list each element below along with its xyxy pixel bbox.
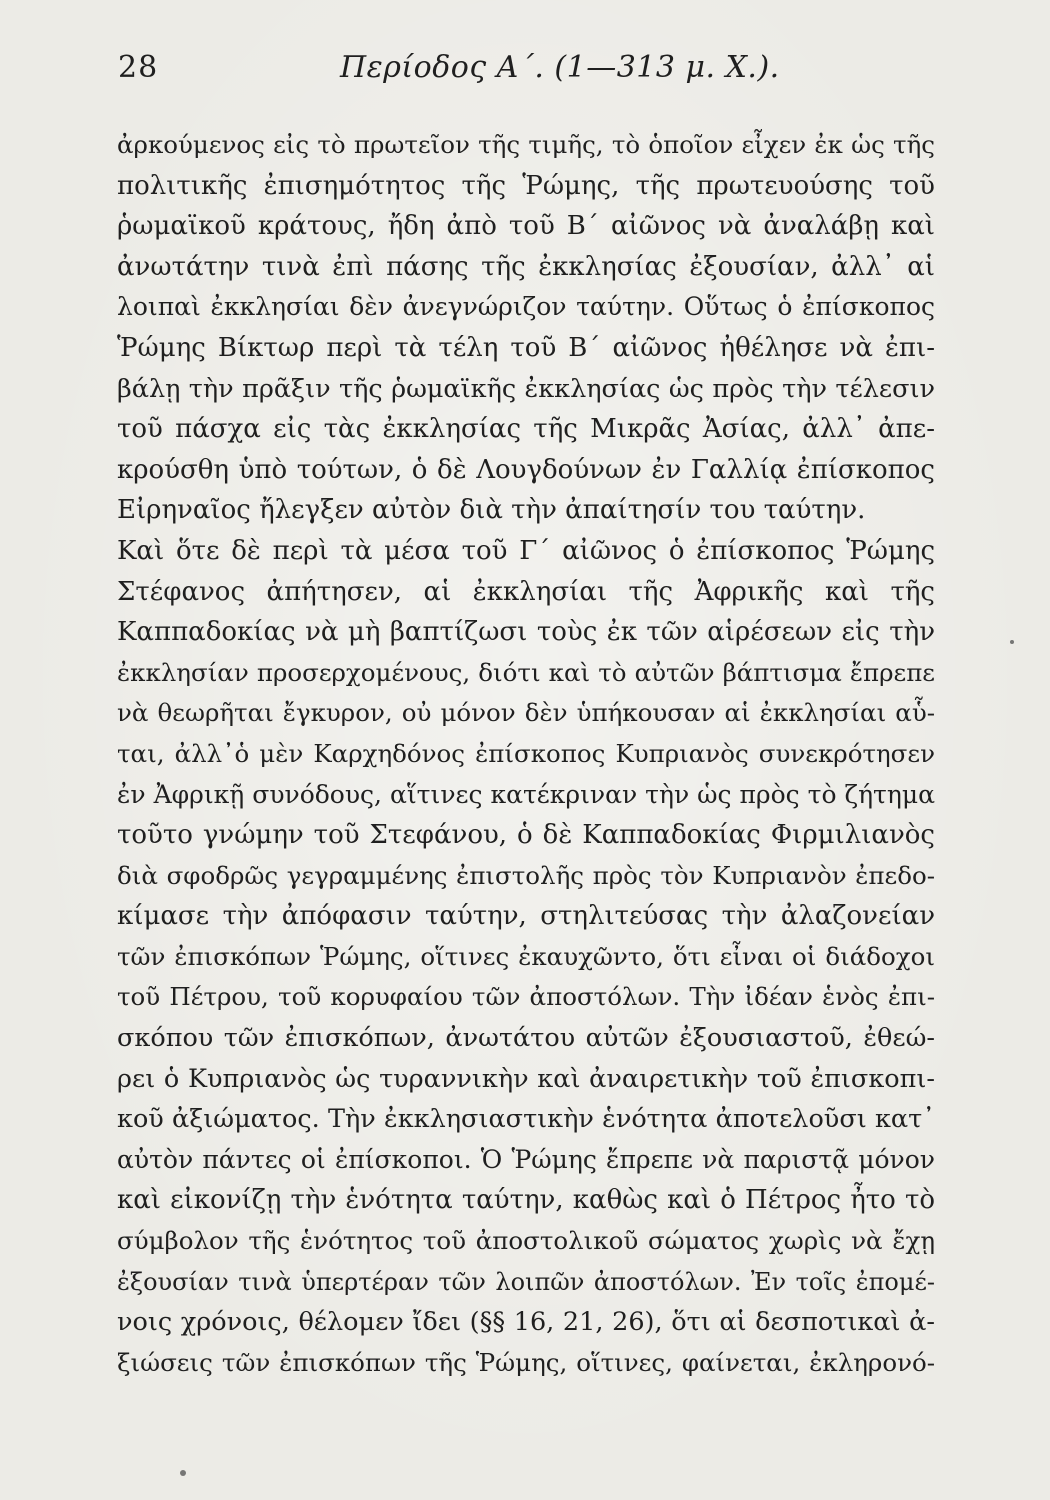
text-line: πολιτικῆς ἐπισημότητος τῆς Ῥώμης, τῆς πρωτευούσης τοῦ (117, 170, 935, 201)
ink-speck (180, 1470, 186, 1476)
page-number: 28 (118, 50, 159, 85)
text-line: τοῦ Πέτρου, τοῦ κορυφαίου τῶν ἀποστόλων. Τὴν ἰδέαν ἑνὸς ἐπι- (117, 982, 935, 1012)
text-line: αὐτὸν πάντες οἱ ἐπίσκοποι. Ὁ Ῥώμης ἔπρεπε νὰ παριστᾷ μόνον (117, 1144, 935, 1174)
text-line: νὰ θεωρῆται ἔγκυρον, οὐ μόνον δὲν ὑπήκουσαν αἱ ἐκκλησίαι αὗ- (117, 698, 935, 728)
text-line: ἐν Ἀφρικῇ συνόδους, αἵτινες κατέκριναν τὴν ὡς πρὸς τὸ ζήτημα (117, 779, 935, 809)
text-line: λοιπαὶ ἐκκλησίαι δὲν ἀνεγνώριζον ταύτην. Οὕτως ὁ ἐπίσκοπος (117, 292, 935, 322)
text-line: ξιώσεις τῶν ἐπισκόπων τῆς Ῥώμης, οἵτινες, φαίνεται, ἐκληρονό- (117, 1347, 935, 1377)
text-line: ρει ὁ Κυπριανὸς ὡς τυραννικὴν καὶ ἀναιρετικὴν τοῦ ἐπισκοπι- (117, 1063, 935, 1094)
text-line: κοῦ ἀξιώματος. Τὴν ἐκκλησιαστικὴν ἑνότητα ἀποτελοῦσι κατ᾽ (117, 1104, 935, 1135)
page-header (118, 50, 932, 90)
text-line: σύμβολον τῆς ἑνότητος τοῦ ἀποστολικοῦ σώματος χωρὶς νὰ ἔχῃ (117, 1226, 935, 1256)
text-line: τῶν ἐπισκόπων Ῥώμης, οἵτινες ἐκαυχῶντο, ὅτι εἶναι οἱ διάδοχοι (117, 941, 935, 971)
text-line: καὶ εἰκονίζῃ τὴν ἑνότητα ταύτην, καθὼς καὶ ὁ Πέτρος ἦτο τὸ (117, 1185, 935, 1216)
text-line: ἐξουσίαν τινὰ ὑπερτέραν τῶν λοιπῶν ἀποστόλων. Ἐν τοῖς ἐπομέ- (117, 1267, 935, 1296)
text-line: κίμασε τὴν ἀπόφασιν ταύτην, στηλιτεύσας τὴν ἀλαζονείαν (117, 901, 935, 932)
text-line: διὰ σφοδρῶς γεγραμμένης ἐπιστολῆς πρὸς τὸν Κυπριανὸν ἐπεδο- (117, 860, 935, 890)
text-line: Καὶ ὅτε δὲ περὶ τὰ μέσα τοῦ Γ΄ αἰῶνος ὁ ἐπίσκοπος Ῥώμης (117, 535, 935, 566)
text-line: κρούσθη ὑπὸ τούτων, ὁ δὲ Λουγδούνων ἐν Γαλλίᾳ ἐπίσκοπος (117, 454, 935, 485)
text-line: ἀνωτάτην τινὰ ἐπὶ πάσης τῆς ἐκκλησίας ἐξουσίαν, ἀλλ᾽ αἱ (117, 251, 935, 282)
ink-speck (1010, 640, 1014, 644)
text-line: τοῦ πάσχα εἰς τὰς ἐκκλησίας τῆς Μικρᾶς Ἀσίας, ἀλλ᾽ ἀπε- (117, 414, 935, 445)
text-line: Ῥώμης Βίκτωρ περὶ τὰ τέλη τοῦ Β΄ αἰῶνος ἠθέλησε νὰ ἐπι- (117, 332, 935, 363)
text-line: Εἰρηναῖος ἤλεγξεν αὐτὸν διὰ τὴν ἀπαίτησίν του ταύτην. (117, 495, 866, 526)
text-line: νοις χρόνοις, θέλομεν ἴδει (§§ 16, 21, 26), ὅτι αἱ δεσποτικαὶ ἀ- (117, 1307, 935, 1338)
text-line: ται, ἀλλ᾽ὁ μὲν Καρχηδόνος ἐπίσκοπος Κυπριανὸς συνεκρότησεν (117, 738, 935, 768)
body-text (117, 125, 935, 1383)
text-line: ἀρκούμενος εἰς τὸ πρωτεῖον τῆς τιμῆς, τὸ ὁποῖον εἶχεν ἐκ ὡς τῆς (117, 130, 935, 159)
text-line: βάλῃ τὴν πρᾶξιν τῆς ῥωμαϊκῆς ἐκκλησίας ὡς πρὸς τὴν τέλεσιν (117, 373, 935, 404)
text-line: τοῦτο γνώμην τοῦ Στεφάνου, ὁ δὲ Καππαδοκίας Φιρμιλιανὸς (117, 820, 935, 851)
running-head: Περίοδος Α΄. (1—313 μ. Χ.). (340, 50, 780, 85)
text-line: σκόπου τῶν ἐπισκόπων, ἀνωτάτου αὐτῶν ἐξουσιαστοῦ, ἐθεώ- (117, 1023, 935, 1054)
text-line: Καππαδοκίας νὰ μὴ βαπτίζωσι τοὺς ἐκ τῶν αἱρέσεων εἰς τὴν (117, 617, 935, 648)
text-line: ἐκκλησίαν προσερχομένους, διότι καὶ τὸ αὐτῶν βάπτισμα ἔπρεπε (117, 657, 935, 687)
text-line: Στέφανος ἀπήτησεν, αἱ ἐκκλησίαι τῆς Ἀφρικῆς καὶ τῆς (117, 576, 935, 607)
text-line: ῥωμαϊκοῦ κράτους, ἤδη ἀπὸ τοῦ Β΄ αἰῶνος νὰ ἀναλάβῃ καὶ (117, 211, 935, 242)
